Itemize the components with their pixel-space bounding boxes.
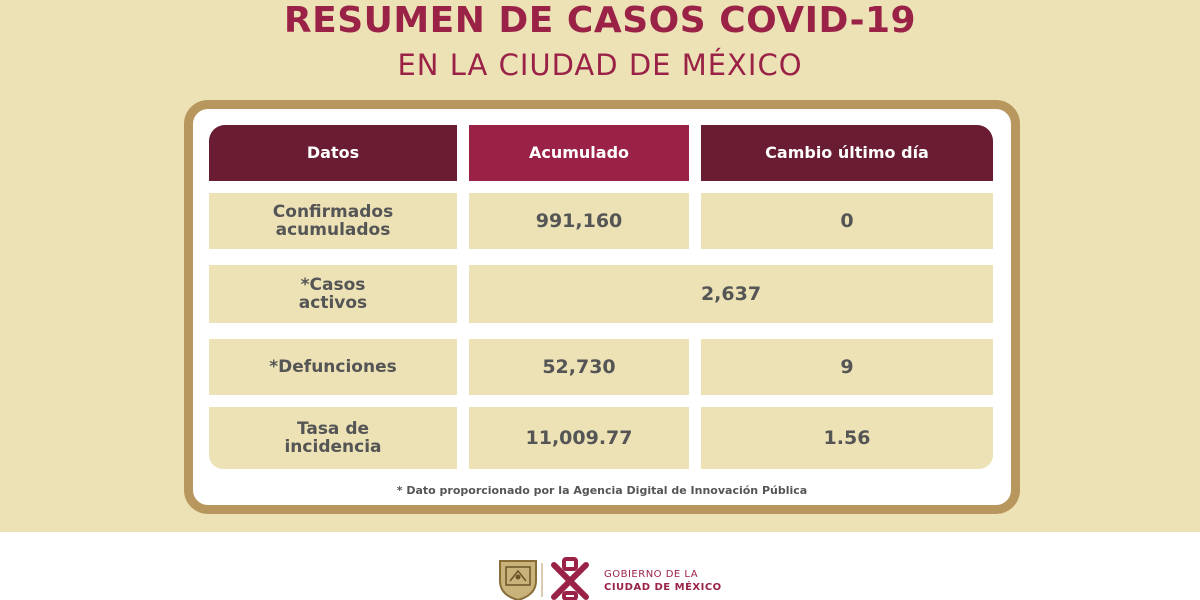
row-label-defunciones: *Defunciones bbox=[209, 339, 457, 395]
value-casos-activos: 2,637 bbox=[469, 265, 993, 323]
footer-logos bbox=[498, 555, 602, 600]
row-label-confirmados: Confirmados acumulados bbox=[209, 193, 457, 249]
row-label-casos-activos: *Casos activos bbox=[209, 265, 457, 323]
summary-table-frame bbox=[184, 100, 1020, 514]
cdmx-coat-of-arms-logo bbox=[500, 561, 536, 600]
government-line-2: CIUDAD DE MÉXICO bbox=[604, 582, 722, 593]
column-header-acumulado: Acumulado bbox=[469, 125, 689, 181]
footnote: * Dato proporcionado por la Agencia Digital de Innovación Pública bbox=[396, 484, 808, 497]
column-header-cambio: Cambio último día bbox=[701, 125, 993, 181]
government-wordmark bbox=[604, 568, 722, 594]
value-defunciones-cambio: 9 bbox=[701, 339, 993, 395]
value-confirmados-cambio: 0 bbox=[701, 193, 993, 249]
value-defunciones-acumulado: 52,730 bbox=[469, 339, 689, 395]
cdmx-knot-logo bbox=[554, 559, 586, 599]
page-subtitle: EN LA CIUDAD DE MÉXICO bbox=[397, 48, 803, 82]
page-title: RESUMEN DE CASOS COVID-19 bbox=[283, 0, 917, 41]
column-header-datos: Datos bbox=[209, 125, 457, 181]
row-label-tasa-incidencia: Tasa de incidencia bbox=[209, 407, 457, 469]
government-line-1: GOBIERNO DE LA bbox=[604, 569, 699, 580]
value-tasa-cambio: 1.56 bbox=[701, 407, 993, 469]
value-tasa-acumulado: 11,009.77 bbox=[469, 407, 689, 469]
value-confirmados-acumulado: 991,160 bbox=[469, 193, 689, 249]
